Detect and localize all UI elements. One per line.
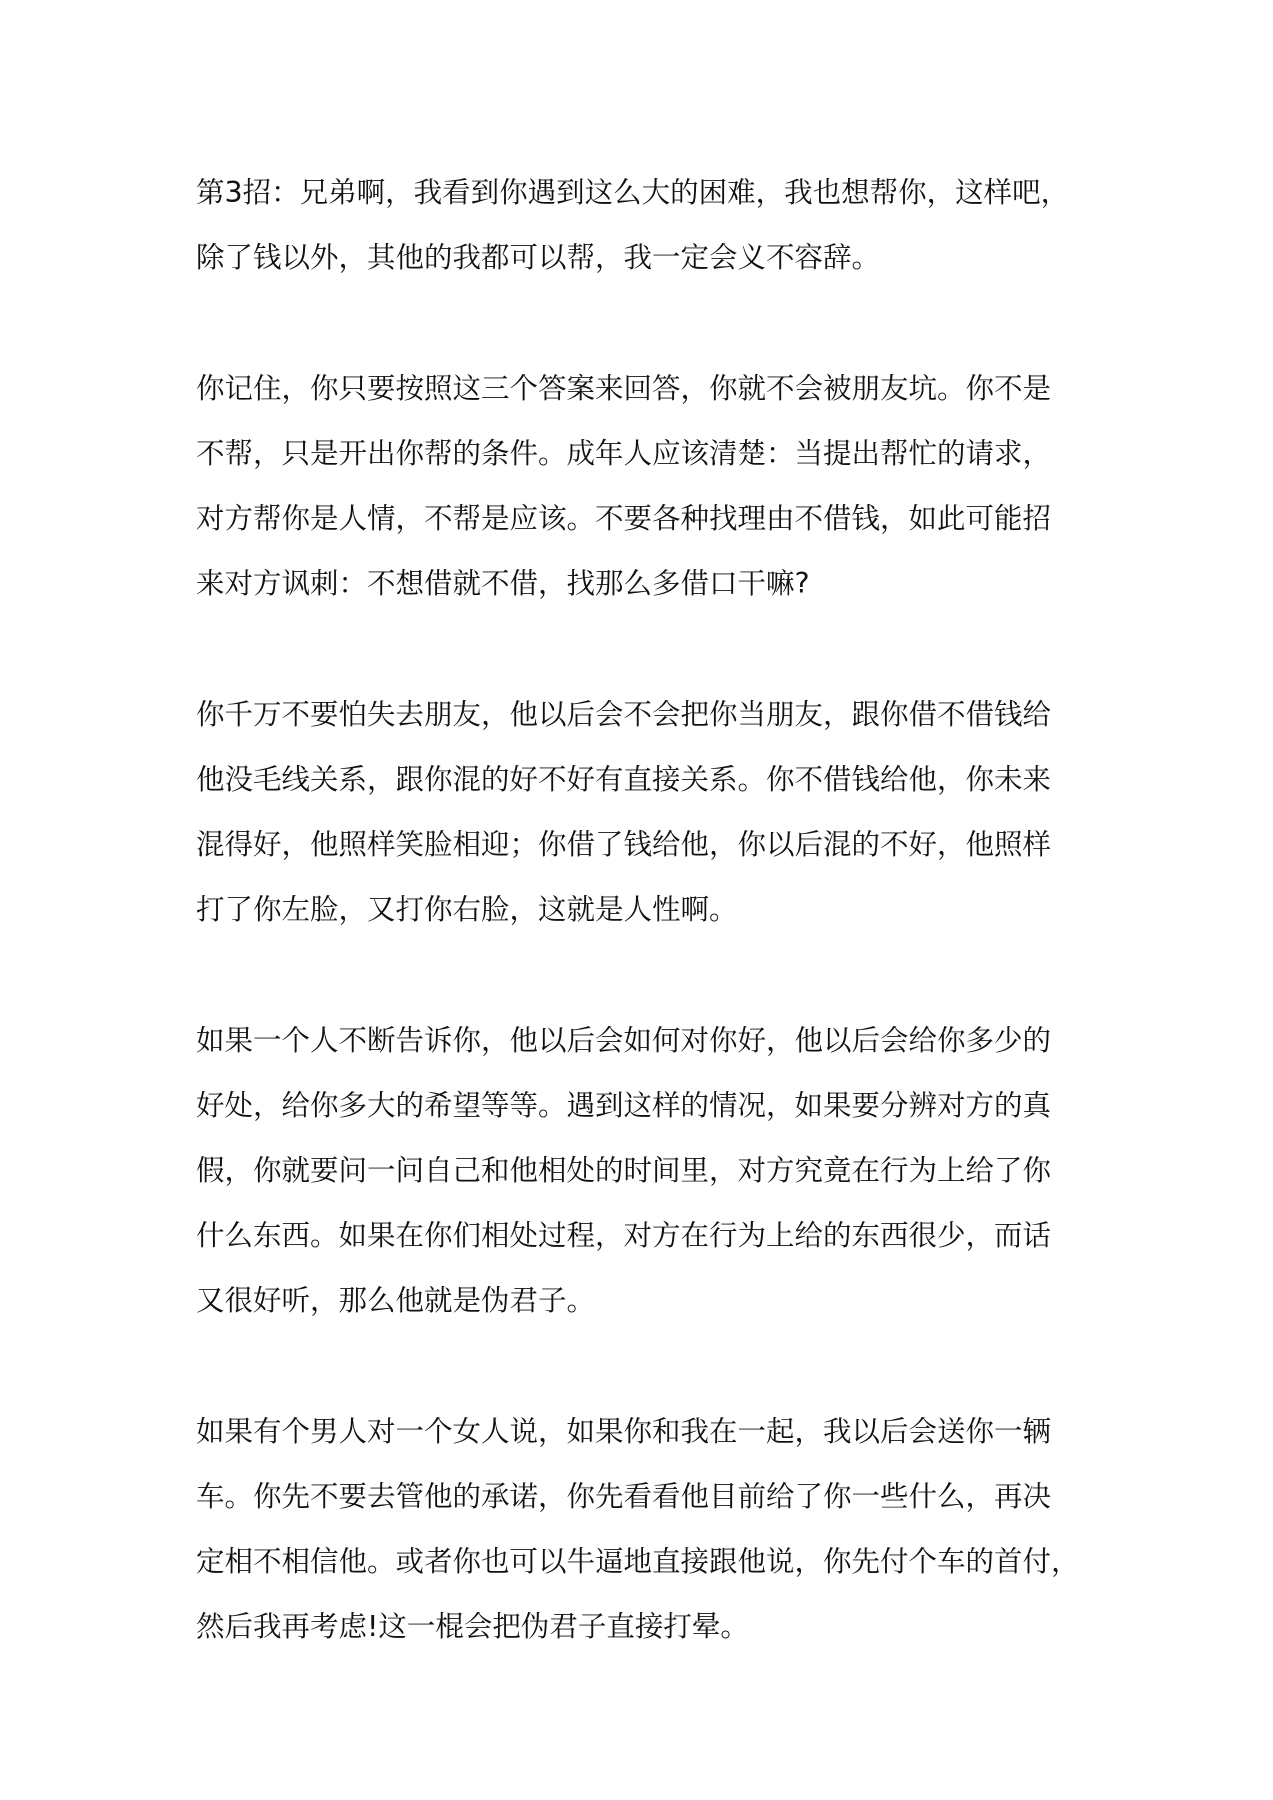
text-line: 你千万不要怕失去朋友，他以后会不会把你当朋友，跟你借不借钱给 [196,698,1052,731]
text-line: 如果一个人不断告诉你，他以后会如何对你好，他以后会给你多少的 [196,1024,1052,1057]
text-line: 然后我再考虑!这一棍会把伪君子直接打晕。 [196,1610,749,1643]
text-line: 什么东西。如果在你们相处过程，对方在行为上给的东西很少，而话 [196,1219,1052,1252]
text-line: 来对方讽刺：不想借就不借，找那么多借口干嘛? [196,567,810,600]
text-line: 又很好听，那么他就是伪君子。 [196,1284,596,1317]
text-line: 定相不相信他。或者你也可以牛逼地直接跟他说，你先付个车的首付， [196,1545,1080,1578]
paragraph-1 [196,160,1096,290]
text-line: 第3招：兄弟啊，我看到你遇到这么大的困难，我也想帮你，这样吧， [196,176,1070,209]
paragraph-5 [196,1399,1096,1659]
text-line: 不帮，只是开出你帮的条件。成年人应该清楚：当提出帮忙的请求， [196,437,1052,470]
text-line: 好处，给你多大的希望等等。遇到这样的情况，如果要分辨对方的真 [196,1089,1052,1122]
text-line: 如果有个男人对一个女人说，如果你和我在一起，我以后会送你一辆 [196,1415,1052,1448]
text-line: 你记住，你只要按照这三个答案来回答，你就不会被朋友坑。你不是 [196,372,1052,405]
paragraph-2 [196,356,1096,616]
text-line: 混得好，他照样笑脸相迎；你借了钱给他，你以后混的不好，他照样 [196,828,1052,861]
paragraph-4 [196,1008,1096,1333]
text-line: 对方帮你是人情，不帮是应该。不要各种找理由不借钱，如此可能招 [196,502,1052,535]
text-line: 除了钱以外，其他的我都可以帮，我一定会义不容辞。 [196,241,881,274]
document-page [196,160,1096,1725]
paragraph-3 [196,682,1096,942]
text-line: 打了你左脸，又打你右脸，这就是人性啊。 [196,893,738,926]
text-line: 假，你就要问一问自己和他相处的时间里，对方究竟在行为上给了你 [196,1154,1052,1187]
text-line: 他没毛线关系，跟你混的好不好有直接关系。你不借钱给他，你未来 [196,763,1052,796]
text-line: 车。你先不要去管他的承诺，你先看看他目前给了你一些什么，再决 [196,1480,1052,1513]
